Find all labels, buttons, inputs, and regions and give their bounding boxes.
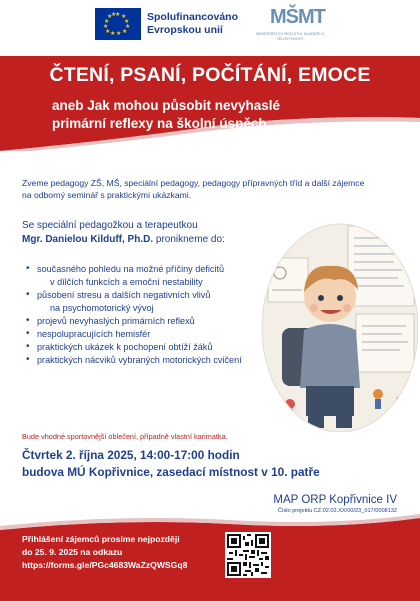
event-venue: budova MÚ Kopřivnice, zasedací místnost v 10. patře	[22, 465, 320, 479]
lecturer-intro	[22, 219, 262, 247]
eu-cofinancing-text	[147, 11, 238, 37]
msmt-subtitle: MINISTERSTVO ŠKOLSTVÍ, MLÁDEŽE A TĚLOVÝCHOVY	[256, 32, 324, 41]
clothing-note: Bude vhodné sportovnější oblečení, případně vlastní karimatka.	[22, 432, 228, 441]
page-title: ČTENÍ, PSANÍ, POČÍTÁNÍ, EMOCE	[49, 64, 371, 86]
list-item: • praktických nácviků vybraných motorických cvičení	[24, 354, 254, 366]
intro-text	[22, 178, 407, 201]
eu-text-line2: Evropskou unií	[147, 24, 223, 36]
event-date: Čtvrtek 2. října 2025, 14:00-17:00 hodin	[22, 448, 240, 462]
boy-illustration	[260, 218, 418, 432]
list-item: • nespolupracujících hemisfér	[24, 328, 254, 340]
list-item: • současného pohledu na možné příčiny deficitů	[24, 263, 254, 275]
eu-text-line1: Spolufinancováno	[147, 11, 239, 23]
project-name: MAP ORP Kopřivnice IV	[273, 494, 397, 506]
intro-line2: na odborný seminář s praktickými ukázkami.	[22, 189, 192, 200]
list-item: • praktických ukázek k pochopení obtíží žáků	[24, 341, 254, 353]
list-item: • projevů nevyhaslých primárních reflexů	[24, 315, 254, 327]
eu-flag-logo: ★ ★ ★ ★ ★ ★ ★ ★ ★ ★ ★ ★	[95, 8, 141, 40]
lecturer-name: Mgr. Danielou Kilduff, Ph.D.	[22, 234, 154, 245]
lead-rest: pronikneme do:	[153, 234, 225, 245]
msmt-mark: MŠMT	[270, 6, 325, 28]
list-item-continuation: v dílčích funkcích a emoční nestability	[50, 277, 203, 287]
page-subtitle	[52, 97, 280, 132]
subtitle-line2: primární reflexy na školní úspěch	[52, 115, 267, 131]
registration-info	[22, 533, 187, 572]
subtitle-line1: aneb Jak mohou působit nevyhaslé	[52, 98, 281, 113]
list-item: • působení stresu a dalších negativních vlivů	[24, 289, 254, 301]
registration-line1: Přihlášení zájemců prosíme nejpozději	[22, 534, 180, 544]
intro-line1: Zveme pedagogy ZŠ, MŠ, speciální pedagogy, pedagogy přípravných tříd a další zájemce	[22, 178, 365, 188]
lead-line1: Se speciální pedagožkou a terapeutkou	[22, 220, 198, 231]
msmt-logo	[254, 6, 324, 44]
registration-line2: do 25. 9. 2025 na odkazu	[22, 547, 123, 557]
event-date-venue	[22, 447, 352, 481]
list-item-continuation: na psychomotorický vývoj	[50, 303, 154, 313]
qr-code[interactable]	[225, 532, 271, 578]
topic-list	[24, 263, 254, 367]
registration-link[interactable]: https://forms.gle/PGc4683WaZzQWSGq8	[22, 560, 188, 570]
project-number: Číslo projektu CZ.02.02.XX/00/23_017/0008132	[277, 508, 397, 514]
